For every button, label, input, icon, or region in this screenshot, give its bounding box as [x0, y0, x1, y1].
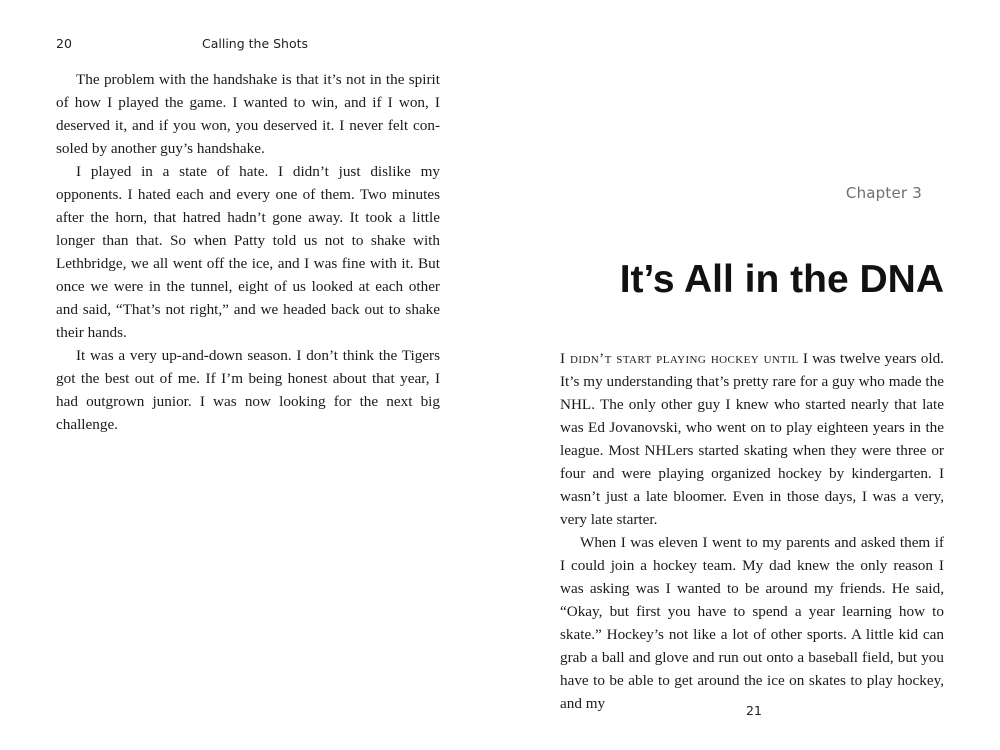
chapter-title: It’s All in the DNA — [619, 258, 944, 301]
book-title: Calling the Shots — [202, 36, 309, 51]
opening-smallcaps: I didn’t start playing hockey until — [560, 350, 799, 367]
left-body-text — [56, 68, 440, 436]
paragraph: When I was eleven I went to my parents and asked them if I could join a hockey team. My dad knew the only reason I was asking was I wanted to be around my friends. He said, “Okay, but first you have to spend a year learning how to skate.” Hockey’s not like a lot of other sports. A little kid can grab a ball and glove and run out onto a baseball field, but you have to be able to get around the ice on skates to play hockey, and my — [560, 534, 944, 712]
opening-paragraph — [560, 347, 944, 531]
paragraph: The problem with the handshake is that it’s not in the spirit of how I played the game. I wanted to win, and if I won, I deserved it, and if you won, you deserved it. I never felt consoled by another guy’s handshake. — [56, 71, 440, 157]
chapter-label: Chapter 3 — [845, 184, 922, 202]
right-page — [500, 0, 1000, 750]
opening-text: I was twelve years old. It’s my understanding that’s pretty rare for a guy who made the NHL. The only other guy I knew who started nearly that late was Ed Jovanovski, who went on to play eighteen years in the league. Most NHLers started skating when they were three or four and were playing organized hockey by kindergarten. I wasn’t just a late bloomer. Even in those days, I was a very, very late starter. — [560, 350, 944, 528]
left-page-number: 20 — [56, 36, 72, 51]
running-head — [56, 36, 440, 56]
right-page-number: 21 — [746, 703, 762, 718]
paragraph: I played in a state of hate. I didn’t just dislike my opponents. I hated each and every one of them. Two minutes after the horn, that hatred hadn’t gone away. It took a little longer than that. So when Patty told us not to shake with Lethbridge, we all went off the ice, and I was fine with it. But once we were in the tunnel, eight of us looked at each other and said, “That’s not right,” and we headed back out to shake their hands. — [56, 163, 440, 341]
right-body-text — [560, 347, 944, 715]
paragraph: It was a very up-and-down season. I don’t think the Tigers got the best out of me. If I’m being honest about that year, I had outgrown junior. I was now looking for the next big challenge. — [56, 347, 440, 433]
